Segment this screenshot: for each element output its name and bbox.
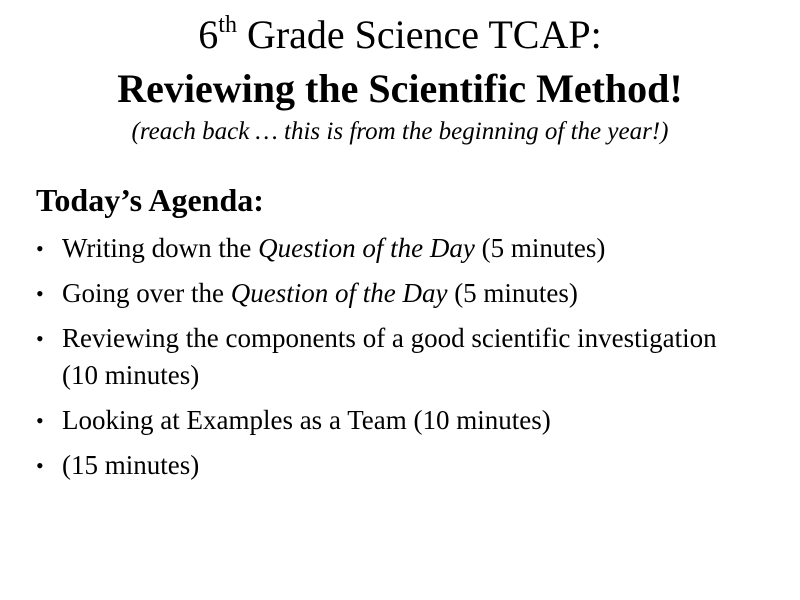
agenda-list: [36, 230, 756, 492]
item-text: Reviewing the components of a good scientific investigation (10 minutes): [62, 323, 717, 390]
subtitle: (reach back … this is from the beginning of the year!): [131, 118, 669, 145]
item-italic: Question of the Day: [258, 233, 475, 263]
item-text: Writing down the: [62, 233, 259, 263]
item-text: (15 minutes): [62, 450, 200, 480]
title-rest: Grade Science TCAP:: [236, 12, 602, 57]
list-item: [36, 320, 756, 394]
page-title-line1: [0, 10, 800, 60]
item-text-after: (5 minutes): [447, 278, 578, 308]
grade-suffix: th: [218, 12, 237, 38]
bullet-icon: •: [36, 326, 44, 351]
item-text: Going over the: [62, 278, 231, 308]
grade-number: 6: [198, 12, 219, 57]
item-text: Looking at Examples as a Team (10 minutes): [62, 405, 551, 435]
page-title-line2: Reviewing the Scientific Method!: [117, 66, 683, 111]
list-item: [36, 275, 756, 312]
list-item: [36, 402, 756, 439]
bullet-icon: •: [36, 236, 44, 261]
list-item: [36, 447, 756, 484]
bullet-icon: •: [36, 281, 44, 306]
item-italic: Question of the Day: [230, 278, 448, 308]
item-text-after: (5 minutes): [474, 233, 606, 263]
bullet-icon: •: [36, 453, 44, 478]
list-item: [36, 230, 756, 267]
bullet-icon: •: [36, 408, 44, 433]
agenda-heading: Today’s Agenda:: [36, 182, 264, 218]
